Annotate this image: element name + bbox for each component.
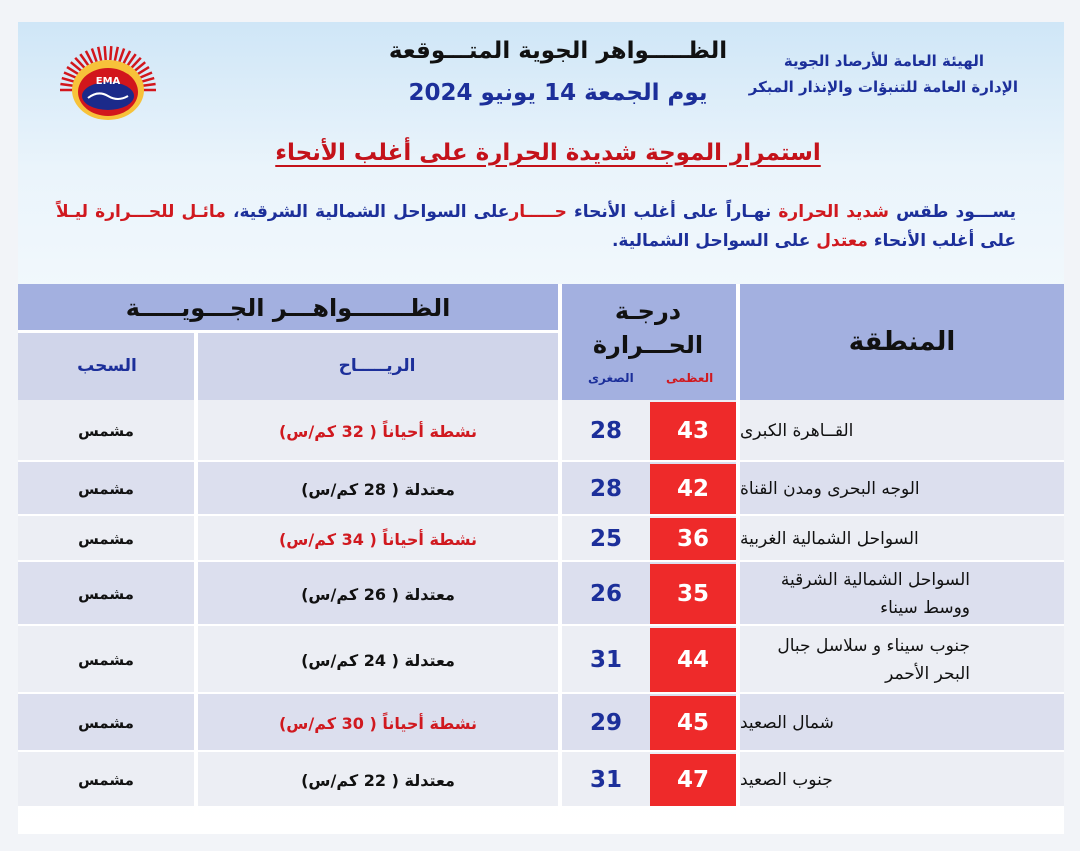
forecast-description: يســـود طقس شديد الحرارة نهـاراً على أغلب الأنحاء حـــــارعلى السواحل الشمالية الشرقية، مائـل للحـــرارة ليـلاً على أغلب الأنحاء معتدل على السواحل الشمالية. [56,202,1017,251]
region-cell: جنوب سيناء و سلاسل جبال البحر الأحمر [740,626,1064,694]
ema-logo [58,40,158,128]
header-region: المنطقة [740,284,1064,400]
max-temp: 35 [650,564,736,624]
region-cell: شمال الصعيد [740,694,1064,752]
min-temp: 29 [590,710,623,736]
region-cell: الوجه البحرى ومدن القناة [740,462,1064,516]
organization-name: الهيئة العامة للأرصاد الجوية [783,52,984,70]
wind-cell: نشطة أحياناً ( 34 كم/س) [198,516,558,562]
clouds-cell: مشمس [18,516,194,562]
min-temp: 28 [590,418,623,444]
region-cell: القــاهرة الكبرى [740,400,1064,462]
header-min: الصغرى [588,371,634,385]
wind-cell: معتدلة ( 24 كم/س) [198,626,558,694]
region-cell: جنوب الصعيد [740,752,1064,808]
forecast-date: يوم الجمعة 14 يونيو 2024 [408,80,708,106]
header-phenomena: الظـــــــواهـــر الجـــويـــــة [18,284,558,332]
max-temp: 47 [650,754,736,806]
max-temp: 44 [650,628,736,692]
max-temp: 42 [650,464,736,514]
header-clouds: السحب [18,332,196,400]
max-temp: 36 [650,518,736,560]
header-temperature [558,284,740,400]
min-temp: 25 [590,526,623,552]
max-temp: 45 [650,696,736,750]
wind-cell: معتدلة ( 28 كم/س) [198,462,558,516]
forecast-card [18,22,1064,834]
clouds-cell: مشمس [18,694,194,752]
clouds-cell: مشمس [18,752,194,808]
wind-cell: نشطة أحياناً ( 32 كم/س) [198,400,558,462]
header-max: العظمى [666,371,714,385]
min-temp: 31 [590,767,623,793]
wind-cell: معتدلة ( 26 كم/س) [198,562,558,626]
max-temp: 43 [650,402,736,460]
header-temperature-label: درجـة الحـــرارة [592,297,704,359]
wind-cell: معتدلة ( 22 كم/س) [198,752,558,808]
wind-cell: نشطة أحياناً ( 30 كم/س) [198,694,558,752]
clouds-cell: مشمس [18,462,194,516]
region-cell: السواحل الشمالية الشرقية ووسط سيناء [740,562,1064,626]
min-temp: 31 [590,647,623,673]
min-temp: 28 [590,476,623,502]
department-name: الإدارة العامة للتنبؤات والإنذار المبكر [748,78,1018,96]
min-temp: 26 [590,581,623,607]
clouds-cell: مشمس [18,626,194,694]
clouds-cell: مشمس [18,562,194,626]
clouds-cell: مشمس [18,400,194,462]
page-title: الظـــــواهر الجوية المتـــوقعة [388,38,728,64]
headline: استمرار الموجة شديدة الحرارة على أغلب الأنحاء [275,140,821,166]
region-cell: السواحل الشمالية الغربية [740,516,1064,562]
header-wind: الريـــــاح [196,332,558,400]
logo-text: EMA [95,76,121,87]
